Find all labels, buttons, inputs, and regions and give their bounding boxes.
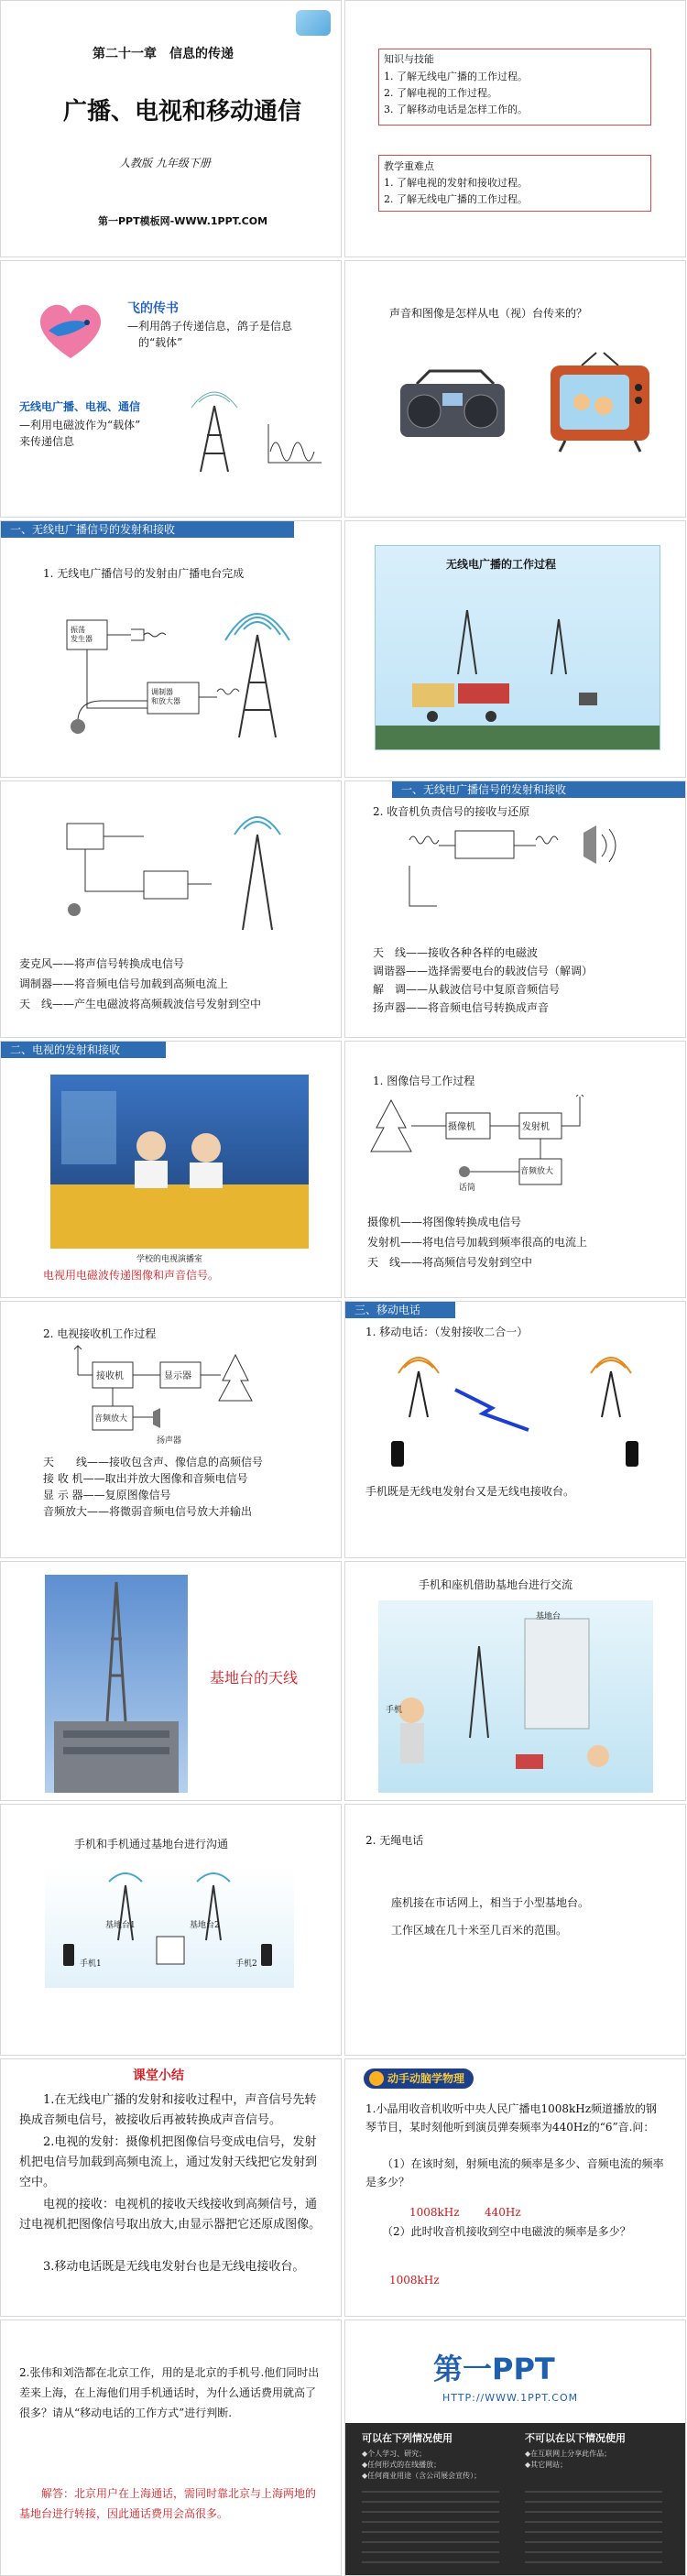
slide-5-broadcast-tx[interactable] xyxy=(0,520,342,778)
slide-subtitle: 1. 无线电广播信号的发射由广播电台完成 xyxy=(43,567,245,580)
section-bar: 三、移动电话 xyxy=(345,1302,455,1318)
process-illustration xyxy=(375,545,660,750)
amp-label: 音频放大 xyxy=(520,1167,554,1176)
base2-label: 基地台2 xyxy=(190,1921,220,1930)
exercise-sub1: （1）在该时刻，射频电流的频率是多少、音频电流的频率是多少？ xyxy=(365,2157,664,2189)
chapter-title: 第二十一章 信息的传递 xyxy=(93,47,234,61)
answer-1b: 440Hz xyxy=(485,2206,521,2219)
summary-para: 电视的接收：电视机的接收天线接收到高频信号，通过电视机把图像信号取出放大,由显示器把它还原成图像。 xyxy=(19,2198,322,2232)
logo-icon xyxy=(296,10,331,36)
difficulty-item: 2. 了解无线电广播的工作过程。 xyxy=(384,193,528,205)
rx-line: 音频放大——将微弱音频电信号放大并输出 xyxy=(43,1505,253,1518)
radio-line: —利用电磁波作为“载体” xyxy=(19,419,141,431)
slide-title: 手机和手机通过基地台进行沟通 xyxy=(74,1838,229,1850)
photo-caption: 学校的电视演播室 xyxy=(136,1255,203,1264)
slide-4-question[interactable] xyxy=(344,260,686,518)
slide-question: 声音和图像是怎样从电（视）台传来的？ xyxy=(389,307,588,320)
summary-title: 课堂小结 xyxy=(133,2068,184,2083)
summary-para: 3.移动电话既是无线电发射台也是无线电接收台。 xyxy=(43,2260,305,2274)
exercise-question: 1.小晶用收音机收听中央人民广播电1008kHz频道播放的钢琴节目，某时刻他听到演员弹奏频率为440Hz的“6”音.问： xyxy=(365,2102,658,2134)
slide-9-tv-studio[interactable] xyxy=(0,1041,342,1298)
phone-label: 手机 xyxy=(386,1706,403,1715)
slide-10-image-signal[interactable] xyxy=(344,1041,686,1298)
site-label: 第一PPT模板网-WWW.1PPT.COM xyxy=(98,215,268,227)
tx-label: 发射机 xyxy=(522,1122,550,1132)
rx-line: 接 收 机——取出并放大图像和音频电信号 xyxy=(43,1472,248,1485)
receiver-line: 天 线——接收各种各样的电磁波 xyxy=(373,946,539,959)
allowed-item: ◆个人学习、研究； xyxy=(362,2450,427,2458)
slide-subtitle: 1. 移动电话：（发射接收二合一） xyxy=(365,1326,529,1338)
closing-footer xyxy=(345,2423,686,2576)
slide-1-title[interactable] xyxy=(0,0,342,257)
summary-para: 2.电视的发射：摄像机把图像信号变成电信号，发射机把电信号加载到高频电流上，通过发射天线把它发射到空中。 xyxy=(19,2135,318,2189)
slide-subtitle: 2. 电视接收机工作过程 xyxy=(43,1327,157,1340)
answer-2: 1008kHz xyxy=(389,2274,440,2287)
mic-label: 话筒 xyxy=(459,1184,476,1193)
pigeon-heart-icon xyxy=(30,298,111,362)
carrier-title: 飞的传书 xyxy=(127,301,179,316)
slide-14-landline[interactable] xyxy=(344,1561,686,1801)
antenna-photo xyxy=(45,1575,188,1793)
slide-6-broadcast-process[interactable] xyxy=(344,520,686,778)
difficulty-item: 1. 了解电视的发射和接收过程。 xyxy=(384,177,528,189)
answer-1a: 1008kHz xyxy=(409,2206,460,2219)
rx-label: 接收机 xyxy=(96,1371,124,1381)
transmitter-diagram-small xyxy=(56,811,303,943)
objective-item: 2. 了解电视的工作过程。 xyxy=(384,87,497,99)
slide-19-exercise2[interactable] xyxy=(0,2319,342,2576)
slide-subtitle: 1. 图像信号工作过程 xyxy=(373,1075,475,1087)
camera-label: 摄像机 xyxy=(448,1122,475,1132)
mobile-diagram xyxy=(382,1353,648,1476)
landline-illustration xyxy=(378,1600,653,1793)
cordless-line: 工作区域在几十米至几百米的范围。 xyxy=(391,1924,568,1937)
badge-label: 动手动脑学物理 xyxy=(387,2072,465,2085)
forbidden-item: ◆其它网站； xyxy=(525,2461,568,2469)
badge-icon xyxy=(369,2071,384,2086)
component-line: 天 线——产生电磁波将高频载波信号发射到空中 xyxy=(19,998,262,1010)
exercise-sub2: （2）此时收音机接收到空中电磁波的频率是多少？ xyxy=(382,2225,631,2238)
receiver-line: 调谐器——选择需要电台的载波信号（解调） xyxy=(373,965,594,977)
section-bar: 二、电视的发射和接收 xyxy=(1,1042,166,1058)
slide-20-closing[interactable] xyxy=(344,2319,686,2576)
closing-logo: 第一PPT xyxy=(433,2352,555,2386)
carrier-line: —利用鸽子传递信息，鸽子是信息 xyxy=(127,320,293,333)
slide-2-objectives[interactable] xyxy=(344,0,686,257)
slide-18-exercise[interactable] xyxy=(344,2058,686,2317)
slide-8-receiver[interactable] xyxy=(344,780,686,1038)
slide-13-antenna-photo[interactable] xyxy=(0,1561,342,1801)
tx-line: 天 线——将高频信号发射到空中 xyxy=(367,1256,533,1269)
slide-17-summary[interactable] xyxy=(0,2058,342,2317)
objective-item: 3. 了解移动电话是怎样工作的。 xyxy=(384,104,528,115)
objective-item: 1. 了解无线电广播的工作过程。 xyxy=(384,71,528,82)
page-title: 广播、电视和移动通信 xyxy=(63,98,302,126)
cordless-line: 座机接在市话网上，相当于小型基地台。 xyxy=(391,1896,590,1909)
spk-label: 扬声器 xyxy=(157,1436,182,1446)
base1-label: 基地台1 xyxy=(105,1921,136,1930)
tx-line: 摄像机——将图像转换成电信号 xyxy=(367,1216,522,1228)
receiver-line: 解 调——从载波信号中复原音频信号 xyxy=(373,983,561,996)
tv-icon xyxy=(545,349,655,459)
radio-title: 无线电广播、电视、通信 xyxy=(19,400,141,413)
slide-11-tv-receiver[interactable] xyxy=(0,1301,342,1558)
wave-icon xyxy=(263,415,327,474)
exercise-badge xyxy=(364,2068,474,2089)
radio-icon xyxy=(393,364,512,446)
forbidden-item: ◆在互联网上分享此作品； xyxy=(525,2450,612,2458)
slide-15-phone-to-phone[interactable] xyxy=(0,1804,342,2056)
rx-line: 显 示 器——复原图像信号 xyxy=(43,1489,171,1501)
tower-icon xyxy=(182,389,246,477)
tv-rx-diagram xyxy=(65,1344,276,1448)
tv-note: 电视用电磁波传递图像和声音信号。 xyxy=(43,1269,220,1282)
transmitter-diagram xyxy=(56,600,303,759)
tx-line: 发射机——将电信号加载到频率很高的电流上 xyxy=(367,1236,588,1249)
modulator-label: 调制器 和放大器 xyxy=(151,688,180,705)
slide-subtitle: 2. 收音机负责信号的接收与还原 xyxy=(373,805,530,818)
mobile-note: 手机既是无线电发射台又是无线电接收台。 xyxy=(365,1485,575,1498)
base-label: 基地台 xyxy=(536,1612,562,1621)
rx-line: 天 线——接收包含声、像信息的高频信号 xyxy=(43,1456,264,1468)
section-bar: 一、无线电广播信号的发射和接收 xyxy=(392,781,685,798)
component-line: 调制器——将音频电信号加载到高频电流上 xyxy=(19,977,229,990)
objectives-heading: 知识与技能 xyxy=(384,53,434,65)
phone-to-phone-diagram xyxy=(45,1867,294,1988)
studio-photo xyxy=(50,1075,309,1249)
exercise-answer: 解答：北京用户在上海通话，需同时靠北京与上海两地的基地台进行转接，因此通话费用会高很多。 xyxy=(19,2487,317,2520)
summary-para: 1.在无线电广播的发射和接收过程中，声音信号先转换成音频电信号，被接收后再被转换成声音信号。 xyxy=(19,2093,317,2127)
slide-16-cordless[interactable] xyxy=(344,1804,686,2056)
oscillator-label: 振荡 发生器 xyxy=(71,626,93,643)
phone2-label: 手机2 xyxy=(235,1959,257,1969)
slide-7-components[interactable] xyxy=(0,780,342,1038)
edition-label: 人教版 九年级下册 xyxy=(119,157,211,169)
slide-title: 2. 无绳电话 xyxy=(365,1834,424,1847)
allowed-title: 可以在下列情况使用 xyxy=(362,2432,453,2444)
allowed-item: ◆任何商业用途（含公司展会宣传）； xyxy=(362,2472,482,2480)
closing-url: HTTP://WWW.1PPT.COM xyxy=(442,2392,579,2404)
radio-line: 来传递信息 xyxy=(19,435,75,448)
display-label: 显示器 xyxy=(164,1371,191,1381)
allowed-item: ◆任何形式的在线播放； xyxy=(362,2461,442,2469)
slide-12-mobile[interactable] xyxy=(344,1301,686,1558)
link-list-left xyxy=(362,2491,499,2570)
exercise-question: 2.张伟和刘浩都在北京工作，用的是北京的手机号.他们同时出差来上海，在上海他们用手机通话时，为什么通话费用就高了很多？请从“移动电话的工作方式”进行判断. xyxy=(19,2366,320,2419)
carrier-line: 的“载体” xyxy=(138,336,183,349)
process-title: 无线电广播的工作过程 xyxy=(446,558,557,571)
slide-3-carrier[interactable] xyxy=(0,260,342,518)
link-list-right xyxy=(525,2491,662,2570)
component-line: 麦克风——将声信号转换成电信号 xyxy=(19,957,185,970)
receiver-diagram xyxy=(400,824,638,928)
slide-title: 手机和座机借助基地台进行交流 xyxy=(419,1578,573,1591)
phone1-label: 手机1 xyxy=(80,1959,102,1969)
section-bar: 一、无线电广播信号的发射和接收 xyxy=(1,521,294,538)
difficulties-heading: 教学重难点 xyxy=(384,160,434,172)
tv-tx-diagram xyxy=(364,1095,657,1199)
forbidden-title: 不可以在以下情况使用 xyxy=(525,2432,626,2444)
amp-label: 音频放大 xyxy=(94,1414,128,1424)
antenna-label: 基地台的天线 xyxy=(210,1669,299,1686)
receiver-line: 扬声器——将音频电信号转换成声音 xyxy=(373,1001,550,1014)
